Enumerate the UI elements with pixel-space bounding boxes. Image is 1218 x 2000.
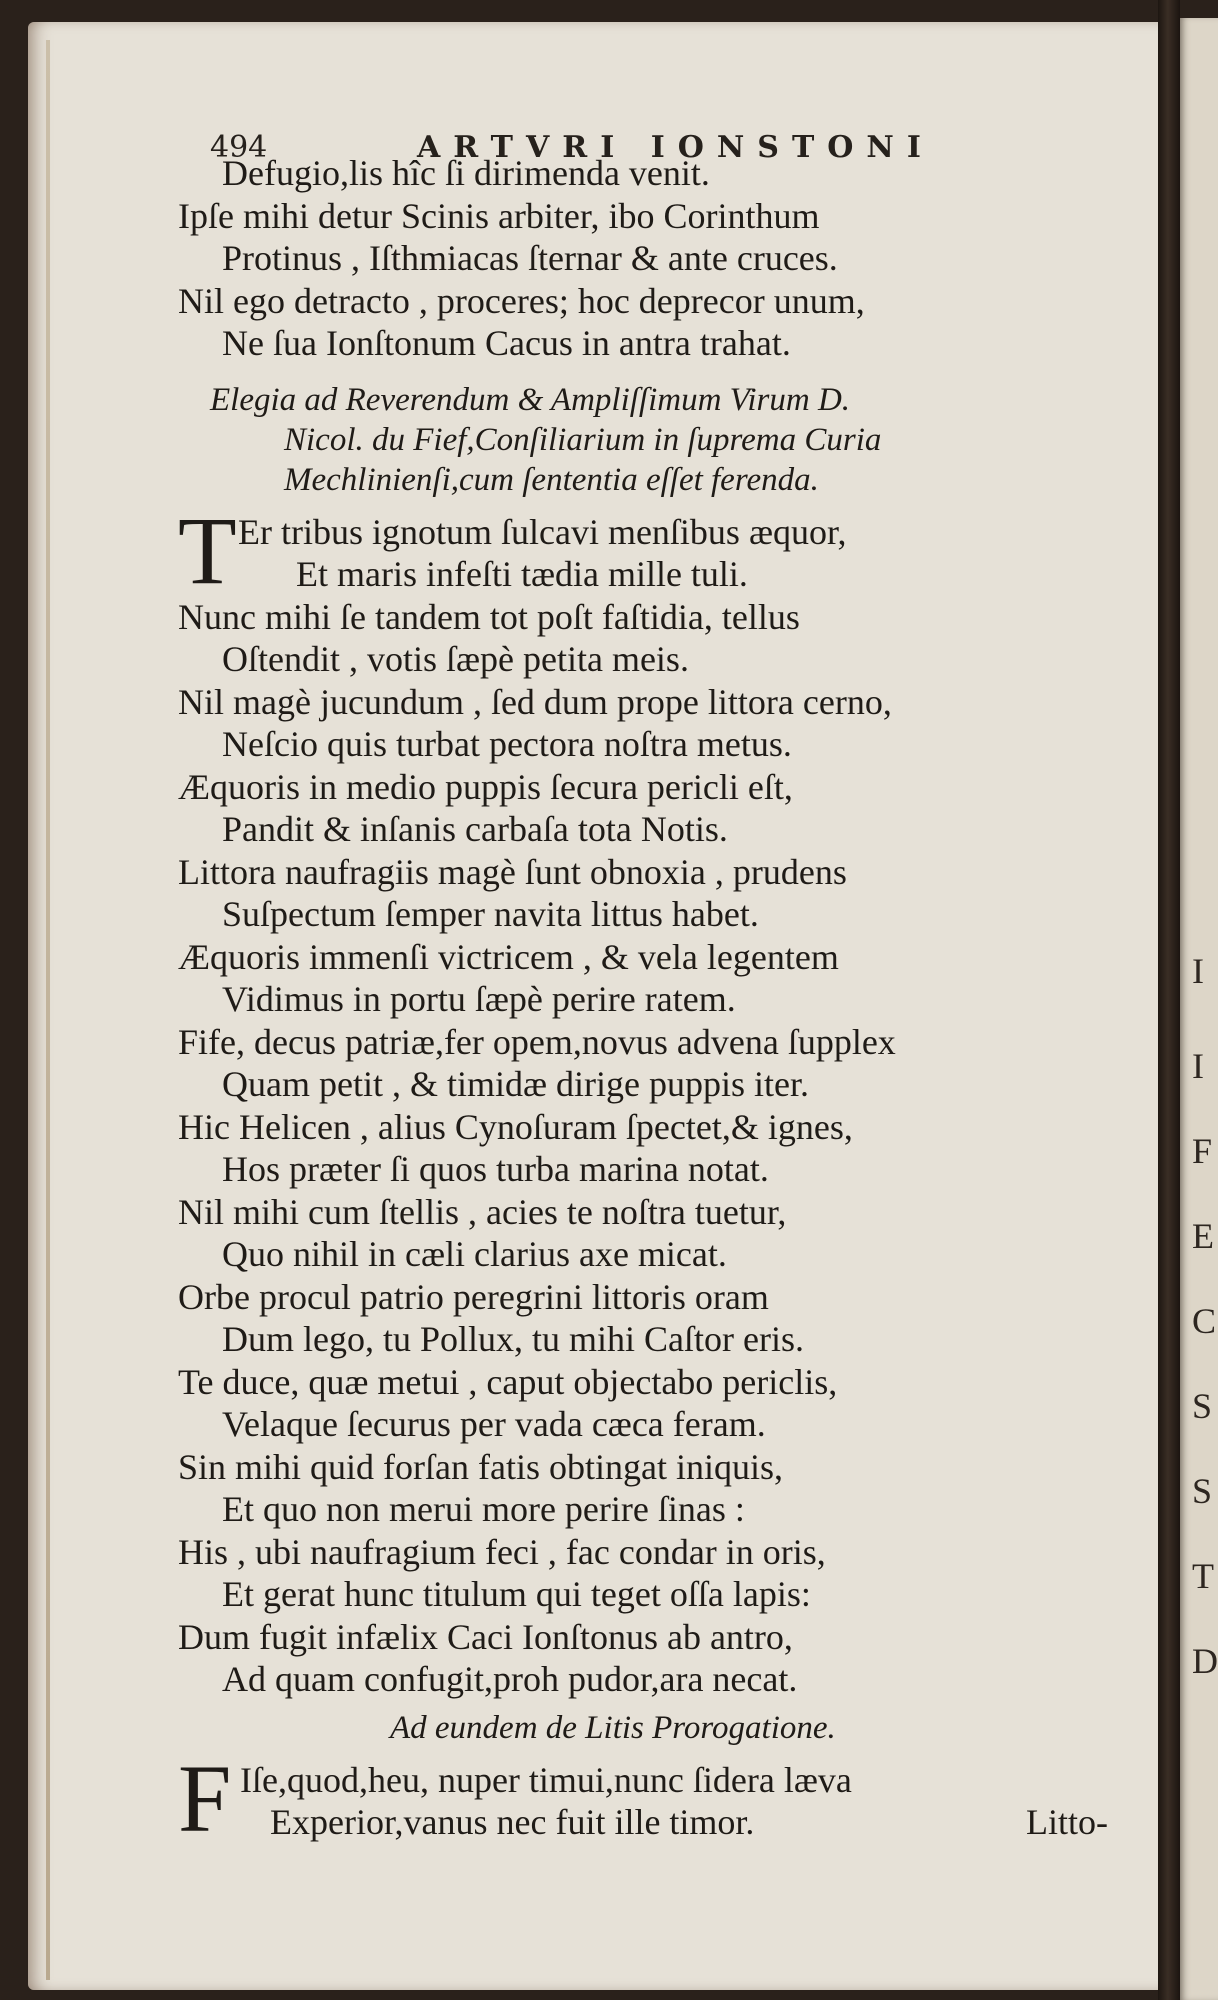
- verse-line: Dum fugit infælix Caci Ionſtonus ab antro,: [178, 1616, 793, 1657]
- verse-line: Er tribus ignotum ſulcavi menſibus æquor,: [238, 511, 847, 552]
- page-number: 494: [210, 130, 268, 165]
- drop-capital: F: [178, 1744, 232, 1852]
- running-head-title: ARTVRI IONSTONI: [417, 130, 934, 165]
- verse-line: Nil magè jucundum , ſed dum prope littora cerno,: [178, 681, 892, 722]
- facing-page-letter: S: [1192, 1386, 1213, 1426]
- drop-capital: T: [178, 496, 237, 604]
- verse-line: Protinus , Iſthmiacas ſternar & ante cruces.: [222, 238, 838, 278]
- verse-line: Pandit & inſanis carbaſa tota Notis.: [222, 809, 728, 849]
- verse-line: Quam petit , & timidæ dirige puppis iter.: [222, 1064, 809, 1104]
- verse-line: Et maris infeſti tædia mille tuli.: [296, 554, 748, 594]
- verse-line: Hos præter ſi quos turba marina notat.: [222, 1149, 769, 1189]
- verse-line: Defugio,lis hîc ſi dirimenda venit.: [222, 153, 710, 193]
- verse-line: Iſe,quod,heu, nuper timui,nunc ſidera læva: [240, 1759, 852, 1800]
- verse-line: Te duce, quæ metui , caput objectabo periclis,: [178, 1361, 838, 1402]
- verse-line: Nil mihi cum ſtellis , acies te noſtra tuetur,: [178, 1191, 787, 1232]
- verse-line: Suſpectum ſemper navita littus habet.: [222, 894, 759, 934]
- verse-line: Quo nihil in cæli clarius axe micat.: [222, 1234, 727, 1274]
- verse-line: Et gerat hunc titulum qui teget oſſa lapis:: [222, 1574, 811, 1614]
- verse-line: Et quo non merui more perire ſinas :: [222, 1489, 745, 1529]
- verse-line: Sin mihi quid forſan fatis obtingat iniquis,: [178, 1446, 783, 1487]
- verse-line: Æquoris in medio puppis ſecura pericli eſt,: [178, 766, 793, 807]
- verse-line: Ne ſua Ionſtonum Cacus in antra trahat.: [222, 323, 791, 363]
- facing-page-letter: D: [1192, 1641, 1218, 1681]
- verse-line: His , ubi naufragium feci , fac condar in oris,: [178, 1531, 826, 1572]
- verse-line: Experior,vanus nec fuit ille timor.: [270, 1802, 755, 1842]
- facing-page-letter: E: [1192, 1216, 1214, 1256]
- verse-line: Fife, decus patriæ,fer opem,novus advena ſupplex: [178, 1021, 896, 1062]
- verse-line: Velaque ſecurus per vada cæca feram.: [222, 1404, 766, 1444]
- section-title: Ad eundem de Litis Prorogatione.: [390, 1709, 836, 1746]
- verse-line: Orbe procul patrio peregrini littoris oram: [178, 1276, 769, 1317]
- facing-page-letter: F: [1192, 1131, 1213, 1171]
- elegy-title-line: Elegia ad Reverendum & Ampliſſimum Virum D.: [210, 381, 851, 418]
- book-gutter: [1158, 0, 1180, 2000]
- verse-line: Oſtendit , votis ſæpè petita meis.: [222, 639, 689, 679]
- facing-page-letter: S: [1192, 1471, 1213, 1511]
- book-page: [28, 22, 1173, 1990]
- verse-line: Ipſe mihi detur Scinis arbiter, ibo Corinthum: [178, 195, 820, 236]
- catchword: Litto-: [1026, 1802, 1108, 1842]
- verse-line: Vidimus in portu ſæpè perire ratem.: [222, 979, 736, 1019]
- facing-page-letter: I: [1192, 951, 1204, 991]
- facing-page-letter: I: [1192, 1046, 1204, 1086]
- page-edge-decoration: [46, 40, 50, 1980]
- verse-line: Neſcio quis turbat pectora noſtra metus.: [222, 724, 792, 764]
- verse-line: Æquoris immenſi victricem , & vela legentem: [178, 936, 839, 977]
- verse-line: Littora naufragiis magè ſunt obnoxia , prudens: [178, 851, 847, 892]
- verse-line: Nunc mihi ſe tandem tot poſt faſtidia, tellus: [178, 596, 800, 637]
- facing-page-letter: T: [1192, 1556, 1214, 1596]
- elegy-title-line: Mechlinienſi,cum ſententia eſſet ferenda.: [284, 461, 819, 498]
- facing-page-edge: [1180, 18, 1218, 2000]
- facing-page-letter: C: [1192, 1301, 1217, 1341]
- verse-line: Dum lego, tu Pollux, tu mihi Caſtor eris.: [222, 1319, 804, 1359]
- verse-line: Nil ego detracto , proceres; hoc deprecor unum,: [178, 280, 865, 321]
- verse-line: Ad quam confugit,proh pudor,ara necat.: [222, 1659, 798, 1699]
- verse-line: Hic Helicen , alius Cynoſuram ſpectet,& ignes,: [178, 1106, 853, 1147]
- elegy-title-line: Nicol. du Fief,Conſiliarium in ſuprema Curia: [284, 421, 882, 458]
